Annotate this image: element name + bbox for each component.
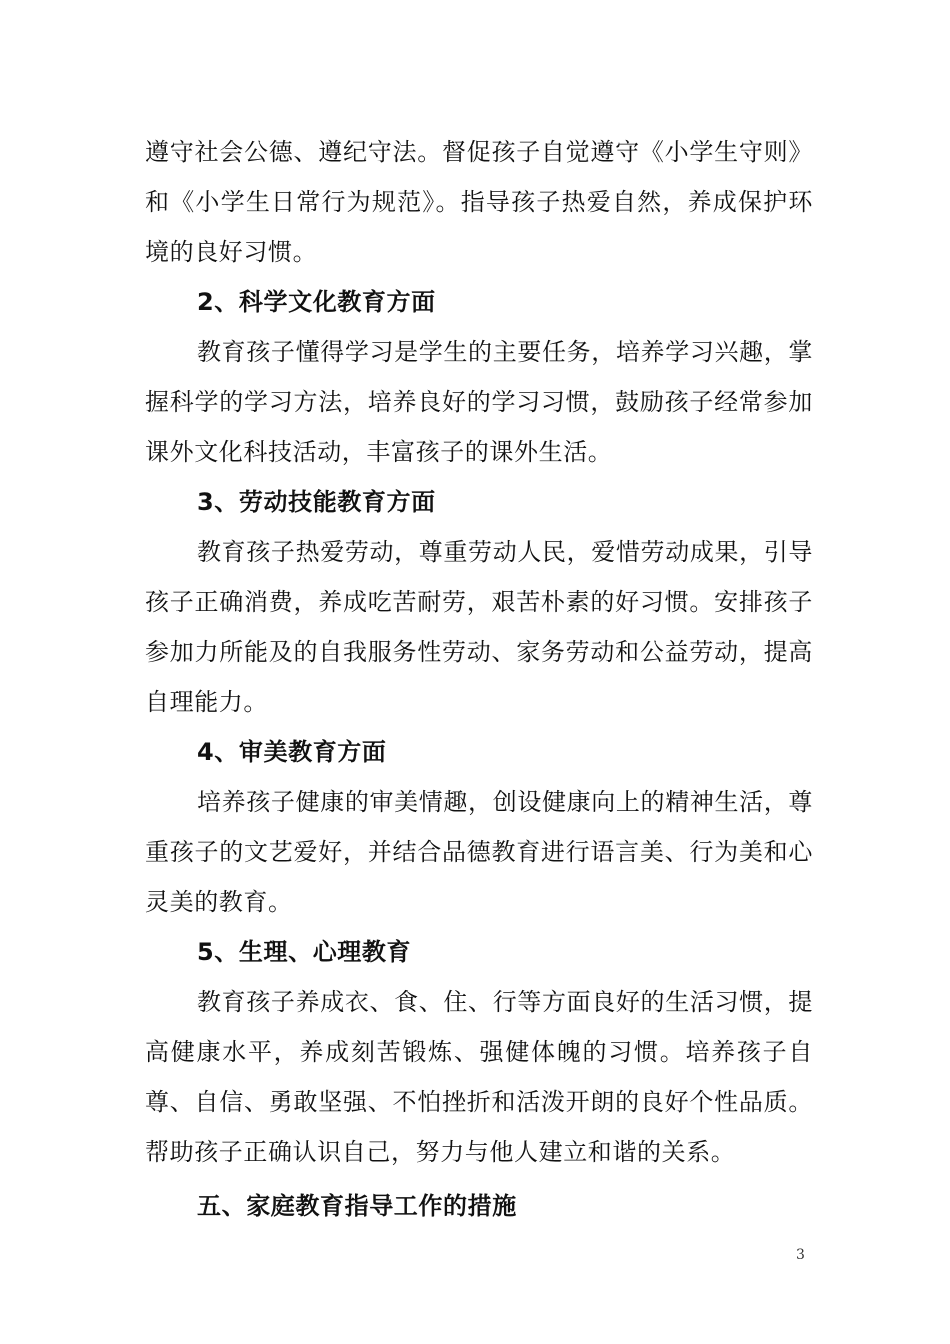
paragraph-aesthetic: 培养孩子健康的审美情趣，创设健康向上的精神生活，尊重孩子的文艺爱好，并结合品德教育进行语言美、行为美和心灵美的教育。 — [145, 788, 813, 916]
paragraph-labor-skills: 教育孩子热爱劳动，尊重劳动人民，爱惜劳动成果，引导孩子正确消费，养成吃苦耐劳，艰苦朴素的好习惯。安排孩子参加力所能及的自我服务性劳动、家务劳动和公益劳动，提高自理能力。 — [145, 538, 813, 716]
page-number: 3 — [796, 1247, 805, 1263]
heading-labor-skills: 3、劳动技能教育方面 — [197, 488, 436, 516]
paragraph-physiology-psychology: 教育孩子养成衣、食、住、行等方面良好的生活习惯，提高健康水平，养成刻苦锻炼、强健体魄的习惯。培养孩子自尊、自信、勇敢坚强、不怕挫折和活泼开朗的良好个性品质。帮助孩子正确认识自己，努力与他人建立和谐的关系。 — [145, 988, 813, 1166]
paragraph-social-ethics: 遵守社会公德、遵纪守法。督促孩子自觉遵守《小学生守则》和《小学生日常行为规范》。指导孩子热爱自然，养成保护环境的良好习惯。 — [145, 138, 813, 266]
heading-science-culture: 2、科学文化教育方面 — [197, 288, 436, 316]
heading-physiology-psychology: 5、生理、心理教育 — [197, 938, 412, 966]
heading-aesthetic: 4、审美教育方面 — [197, 738, 387, 766]
heading-guidance-measures: 五、家庭教育指导工作的措施 — [197, 1192, 517, 1220]
document-body — [145, 127, 813, 1231]
paragraph-science-culture: 教育孩子懂得学习是学生的主要任务，培养学习兴趣，掌握科学的学习方法，培养良好的学习习惯，鼓励孩子经常参加课外文化科技活动，丰富孩子的课外生活。 — [145, 338, 813, 466]
